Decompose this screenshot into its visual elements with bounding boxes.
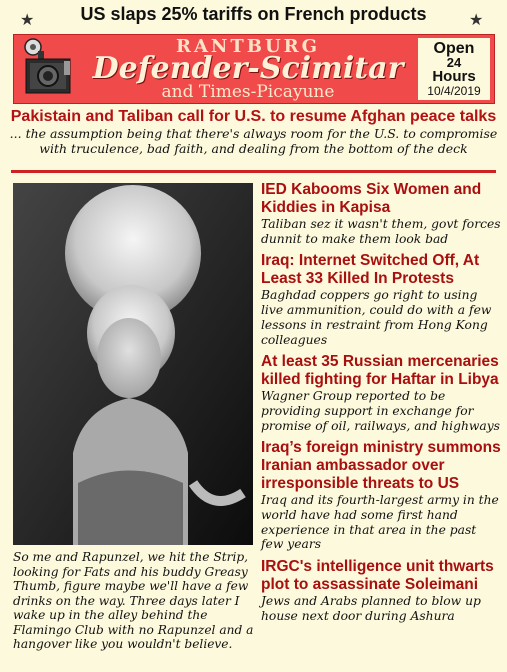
story-list <box>261 181 501 630</box>
story-dek: Jews and Arabs planned to blow up house next door during Ashura <box>261 594 481 623</box>
hours-number: 24 <box>446 55 462 70</box>
open-hours-box <box>418 38 490 100</box>
star-icon: ★ <box>20 12 35 29</box>
top-bar <box>0 0 507 30</box>
story-dek: Baghdad coppers go right to using live ammunition, could do with a few lessons in restraint from Hong Kong colleagues <box>261 288 492 347</box>
story-dek: Taliban sez it wasn't them, govt forces dunnit to make them look bad <box>261 217 501 246</box>
divider <box>11 170 496 173</box>
story-headline[interactable]: IED Kabooms Six Women and Kiddies in Kapisa <box>261 181 482 216</box>
story-headline[interactable]: Iraq: Internet Switched Off, At Least 33 Killed In Protests <box>261 252 480 288</box>
story-headline[interactable]: At least 35 Russian mercenaries killed fighting for Haftar in Libya <box>261 353 499 389</box>
top-headline[interactable]: US slaps 25% tariffs on French products <box>80 4 427 24</box>
masthead-title[interactable] <box>78 35 418 103</box>
story-headline[interactable]: IRGC's intelligence unit thwarts plot to assassinate Soleimani <box>261 558 494 594</box>
issue-date: 10/4/2019 <box>427 84 481 98</box>
story-item <box>261 558 501 623</box>
lead-headline[interactable]: Pakistain and Taliban call for U.S. to resume Afghan peace talks <box>10 108 497 125</box>
masthead-title-main: Defender-Scimitar <box>92 51 404 86</box>
story-headline[interactable]: Iraq’s foreign ministry summons Iranian ambassador over irresponsible threats to US <box>261 439 501 493</box>
story-item <box>261 439 501 552</box>
camera-icon <box>18 37 78 99</box>
story-dek: Iraq and its fourth-largest army in the world have had some first hand experience in that area in the past few years <box>261 493 499 552</box>
story-item <box>261 353 501 433</box>
hours-label: Hours <box>432 68 476 85</box>
masthead <box>13 34 495 104</box>
masthead-title-top: RANTBURG <box>175 36 320 57</box>
lead-story <box>0 108 507 156</box>
story-item <box>261 252 501 347</box>
feature-photo[interactable] <box>13 183 253 545</box>
feature-photo-image <box>13 183 253 545</box>
photo-caption: So me and Rapunzel, we hit the Strip, looking for Fats and his buddy Greasy Thumb, figure maybe we'll have a few drinks on the way. Three days later I wake up in the alley behind the Flamingo Club with no Rapunzel and a hangover like you wouldn't believe. <box>13 550 254 651</box>
lead-dek: ... the assumption being that there's always room for the U.S. to compromise with truculence, bad faith, and dealing from the bottom of the deck <box>9 126 498 156</box>
open-label: Open <box>433 40 475 57</box>
star-icon: ★ <box>469 12 484 29</box>
masthead-title-sub: and Times-Picayune <box>161 82 335 102</box>
story-item <box>261 181 501 246</box>
story-dek: Wagner Group reported to be providing support in exchange for promise of oil, railways, and highways <box>261 389 500 433</box>
